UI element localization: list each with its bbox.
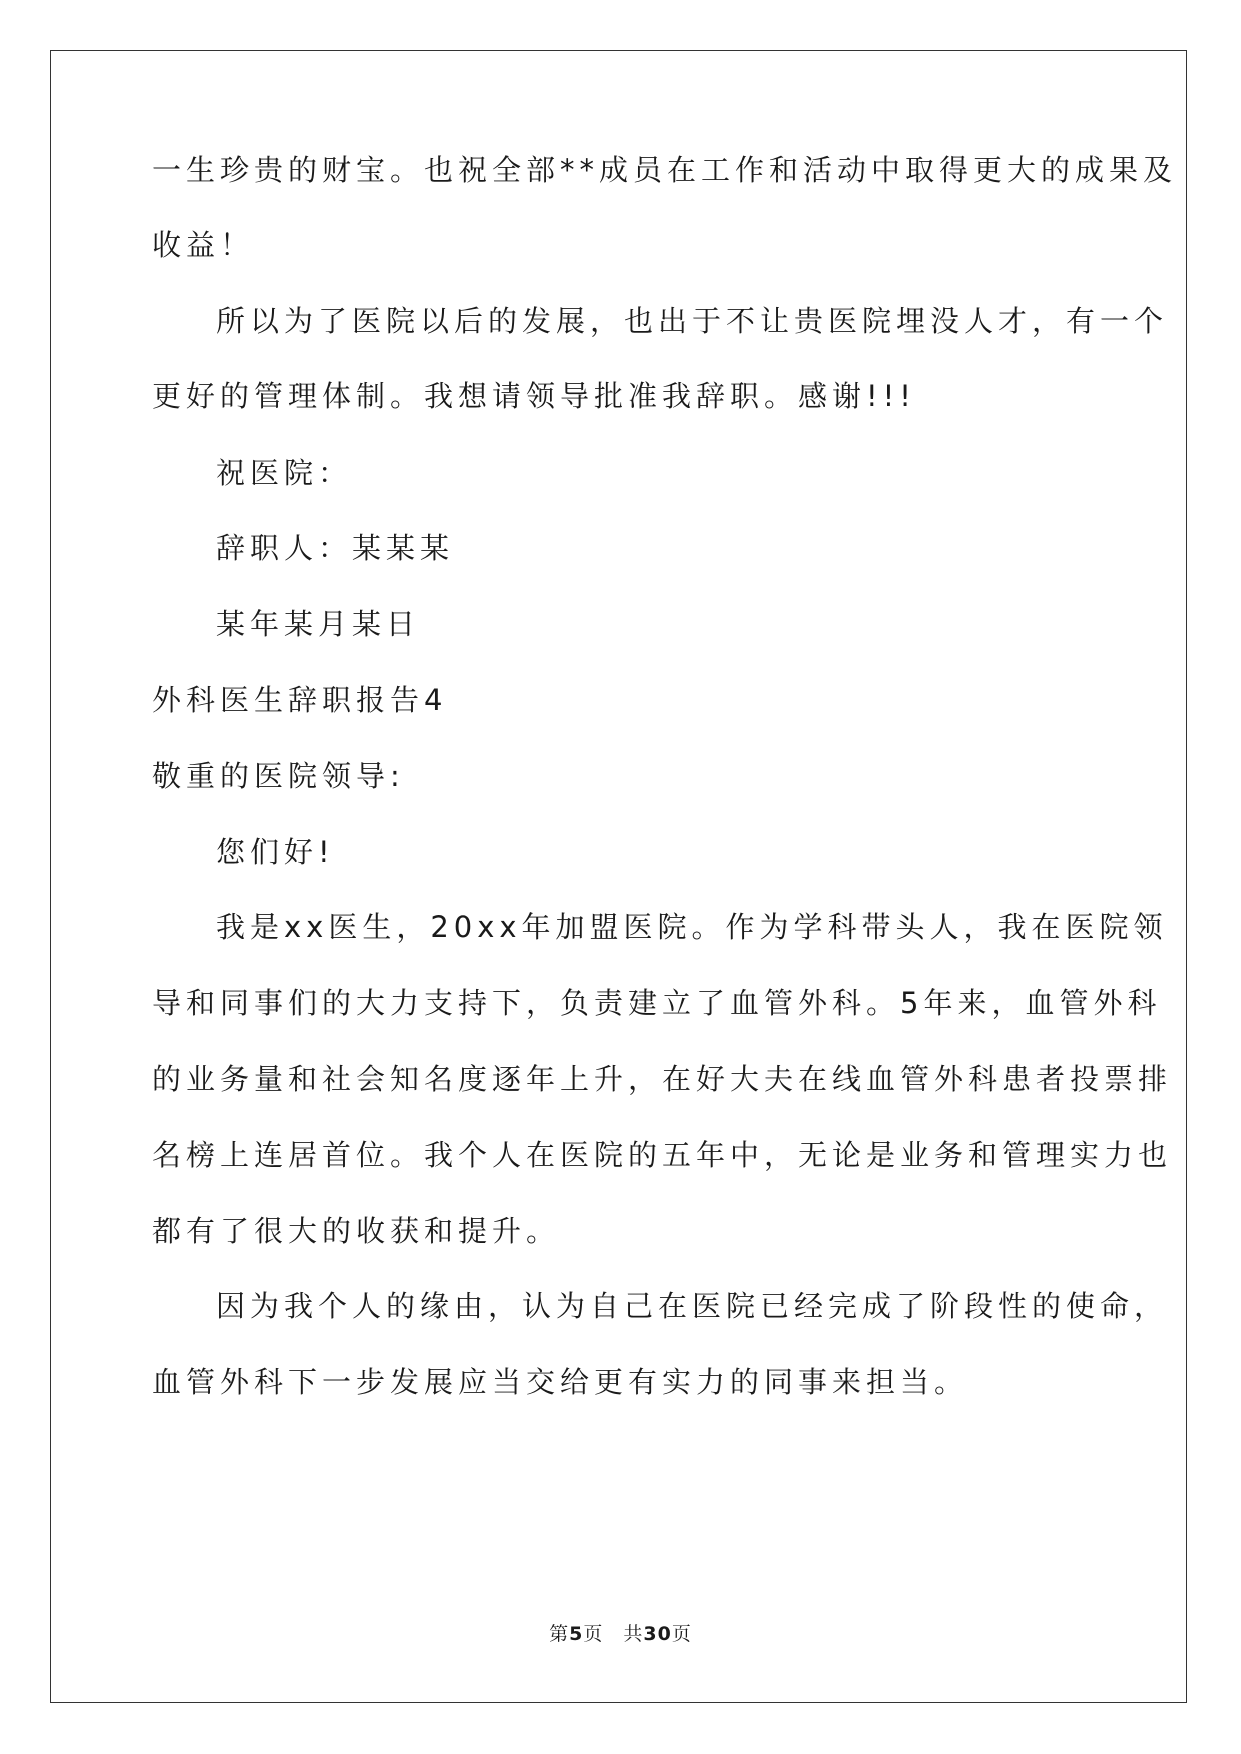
footer-page-number: 5	[569, 1623, 584, 1645]
body-line-3: 所以为了医院以后的发展，也出于不让贵医院埋没人才，有一个	[216, 304, 1169, 338]
body-line-14: 名榜上连居首位。我个人在医院的五年中，无论是业务和管理实力也	[152, 1138, 1173, 1172]
body-line-17: 血管外科下一步发展应当交给更有实力的同事来担当。	[152, 1365, 969, 1399]
signature-line: 辞职人：某某某	[216, 531, 455, 565]
body-line-16: 因为我个人的缘由，认为自己在医院已经完成了阶段性的使命，	[216, 1289, 1169, 1323]
body-line-15: 都有了很大的收获和提升。	[152, 1214, 561, 1248]
salutation-line: 祝医院：	[216, 456, 353, 490]
page-footer	[0, 1622, 1241, 1646]
body-line-11: 我是xx医生，20xx年加盟医院。作为学科带头人，我在医院领	[216, 910, 1168, 944]
body-line-13: 的业务量和社会知名度逐年上升，在好大夫在线血管外科患者投票排	[152, 1062, 1173, 1096]
body-line-12: 导和同事们的大力支持下，负责建立了血管外科。5年来，血管外科	[152, 986, 1162, 1020]
page-border	[50, 50, 1187, 1703]
footer-total-pages: 30	[643, 1623, 672, 1645]
body-line-2: 收益！	[152, 228, 255, 262]
footer-page-suffix: 页	[583, 1623, 604, 1645]
footer-page-prefix: 第	[549, 1623, 570, 1645]
greeting-line: 敬重的医院领导:	[152, 759, 405, 793]
section-heading: 外科医生辞职报告4	[152, 683, 448, 717]
footer-total-prefix: 共	[623, 1623, 644, 1645]
footer-total-suffix: 页	[671, 1623, 692, 1645]
hello-line: 您们好!	[216, 835, 335, 869]
body-line-1: 一生珍贵的财宝。也祝全部**成员在工作和活动中取得更大的成果及	[152, 153, 1178, 187]
body-line-4: 更好的管理体制。我想请领导批准我辞职。感谢!!!	[152, 379, 916, 413]
date-line: 某年某月某日	[216, 607, 421, 641]
